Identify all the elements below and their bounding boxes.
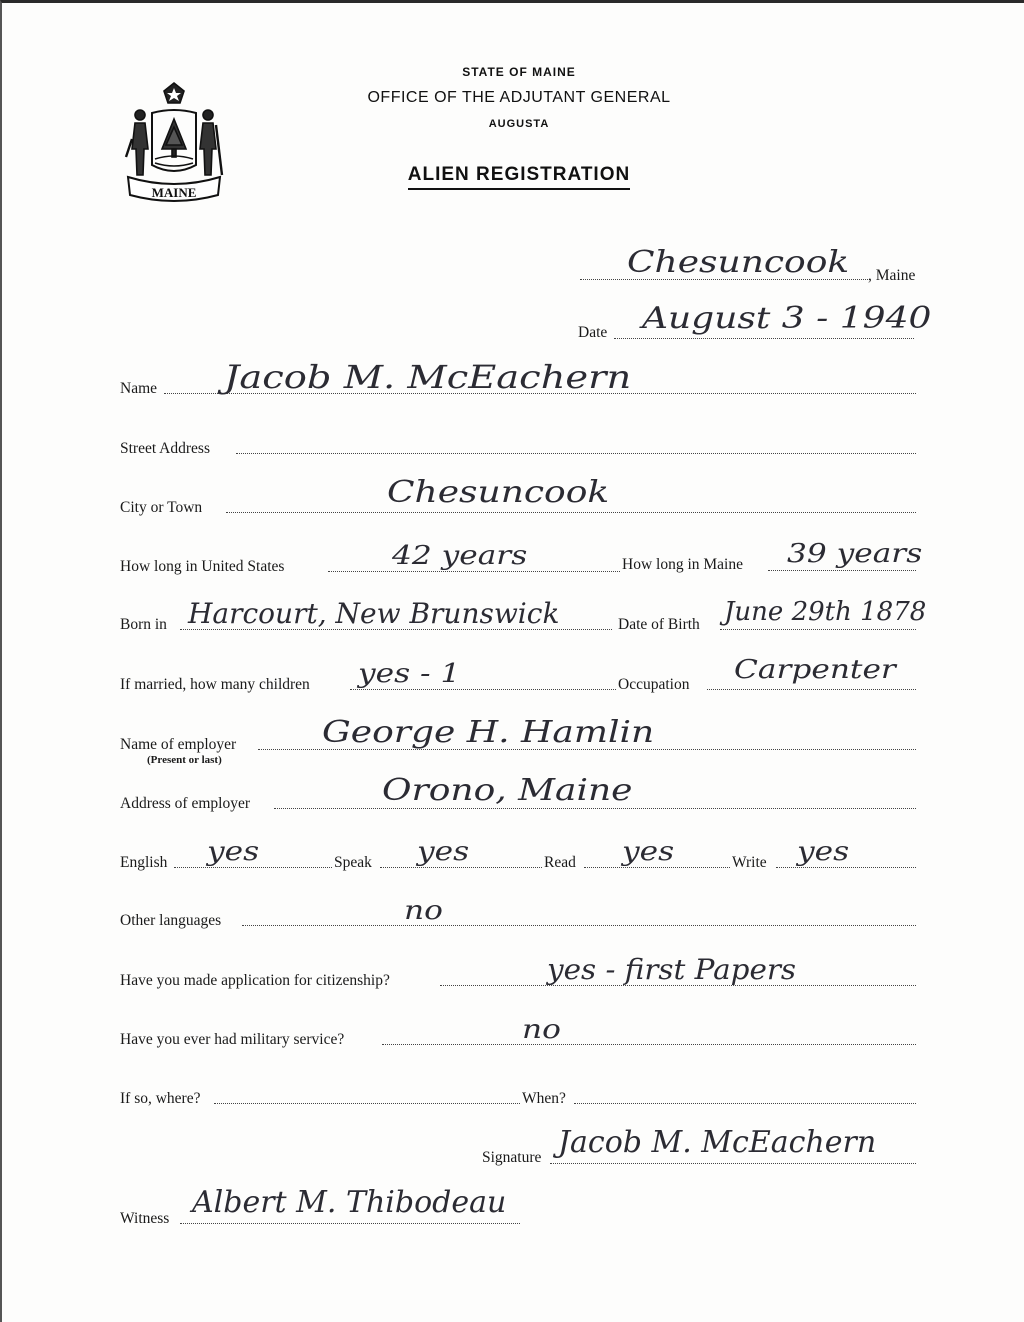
city-value: Chesuncook xyxy=(387,475,610,510)
employer-sublabel: (Present or last) xyxy=(147,754,222,766)
employer-label: Name of employer xyxy=(120,736,237,753)
svg-text:MAINE: MAINE xyxy=(151,185,197,200)
form-title: ALIEN REGISTRATION xyxy=(2,164,1024,186)
occupation-value: Carpenter xyxy=(734,655,896,685)
children-label: If married, how many children xyxy=(120,676,310,693)
write-value: yes xyxy=(797,837,850,867)
employer-value: George H. Hamlin xyxy=(322,715,655,750)
born-in-value: Harcourt, New Brunswick xyxy=(188,597,560,630)
header-state: STATE OF MAINE xyxy=(462,65,576,79)
speak-value: yes xyxy=(417,837,470,867)
other-languages-label: Other languages xyxy=(120,912,222,929)
english-value: yes xyxy=(207,837,260,867)
children-value: yes - 1 xyxy=(358,659,461,689)
when-label: When? xyxy=(522,1090,566,1107)
city-label: City or Town xyxy=(120,499,203,516)
military-label: Have you ever had military service? xyxy=(120,1031,345,1048)
how-long-maine-label: How long in Maine xyxy=(622,556,743,573)
how-long-us-value: 42 years xyxy=(392,541,528,571)
header-city: AUGUSTA xyxy=(488,118,550,130)
employer-address-value: Orono, Maine xyxy=(382,773,633,808)
place-value: Chesuncook xyxy=(627,245,850,280)
street-address-label: Street Address xyxy=(120,440,210,457)
read-value: yes xyxy=(622,837,675,867)
write-label: Write xyxy=(732,854,767,871)
born-in-label: Born in xyxy=(120,616,167,633)
dob-value: June 29th 1878 xyxy=(724,597,927,627)
how-long-maine-value: 39 years xyxy=(787,539,923,569)
name-label: Name xyxy=(120,380,158,397)
signature-value: Jacob M. McEachern xyxy=(558,1125,877,1160)
where-label: If so, where? xyxy=(120,1090,201,1107)
speak-label: Speak xyxy=(334,854,372,871)
name-value: Jacob M. McEachern xyxy=(224,358,632,396)
date-label: Date xyxy=(578,324,608,341)
english-label: English xyxy=(120,854,168,871)
witness-label: Witness xyxy=(120,1210,170,1227)
occupation-label: Occupation xyxy=(618,676,690,693)
other-languages-value: no xyxy=(404,896,443,926)
date-value: August 3 - 1940 xyxy=(642,301,932,336)
signature-label: Signature xyxy=(482,1149,542,1166)
witness-value: Albert M. Thibodeau xyxy=(192,1185,507,1220)
read-label: Read xyxy=(544,854,576,871)
how-long-us-label: How long in United States xyxy=(120,558,285,575)
military-value: no xyxy=(522,1015,561,1045)
employer-address-label: Address of employer xyxy=(120,795,250,812)
header-office: OFFICE OF THE ADJUTANT GENERAL xyxy=(367,89,671,106)
place-suffix: , Maine xyxy=(868,267,916,284)
citizenship-value: yes - first Papers xyxy=(547,953,796,986)
citizenship-label: Have you made application for citizenship? xyxy=(120,972,390,989)
dob-label: Date of Birth xyxy=(618,616,700,633)
